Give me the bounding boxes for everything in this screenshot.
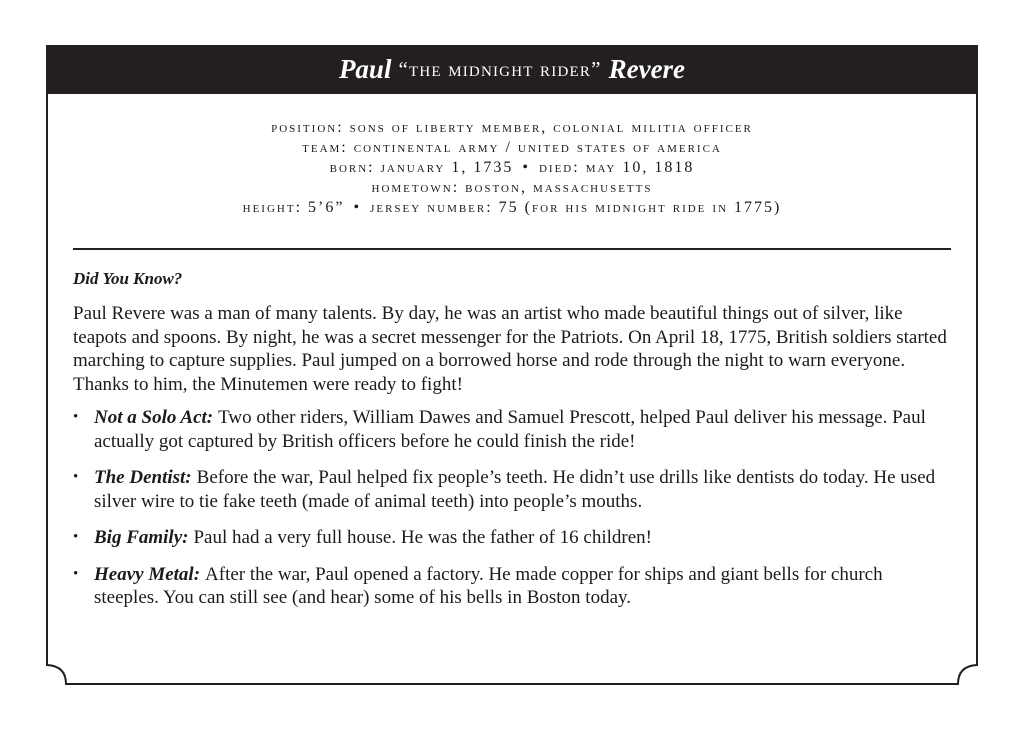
stats-block — [46, 118, 978, 218]
fact-item — [73, 563, 951, 610]
nickname — [398, 57, 601, 82]
fact-title: Big Family: — [94, 527, 189, 548]
stat-team: team: continental army / united states of america — [302, 139, 722, 156]
bullet-icon: • — [73, 529, 79, 545]
did-you-know-heading: Did You Know? — [73, 269, 183, 288]
trading-card — [46, 45, 978, 685]
nickname-close-quote: ” — [591, 57, 602, 81]
bullet-icon: • — [73, 565, 79, 582]
fact-item — [73, 466, 951, 513]
fact-item — [73, 526, 951, 550]
fact-item — [73, 406, 951, 453]
nickname-text: the midnight rider — [408, 57, 592, 81]
stat-born-died — [46, 158, 978, 178]
first-name: Paul — [338, 54, 392, 84]
stat-position: position: sons of liberty member, colonial militia officer — [271, 119, 753, 136]
stat-died: died: may 10, 1818 — [538, 159, 695, 176]
fact-text: After the war, Paul opened a factory. He made copper for ships and giant bells for church steeples. You can still see (and hear) some of his bells in Boston today. — [94, 563, 883, 608]
fact-title: Heavy Metal: — [94, 563, 201, 585]
fact-text: Paul had a very full house. He was the father of 16 children! — [193, 527, 652, 548]
last-name: Revere — [608, 54, 686, 84]
stat-jersey: jersey number: 75 (for his midnight ride in 1775) — [370, 199, 782, 216]
stat-born: born: january 1, 1735 — [329, 159, 514, 176]
stat-separator: • — [522, 159, 530, 176]
fact-text: Before the war, Paul helped fix people’s teeth. He didn’t use drills like dentists do today. He used silver wire to tie fake teeth (made of animal teeth) into people’s mouths. — [94, 467, 936, 512]
intro-paragraph: Paul Revere was a man of many talents. By day, he was an artist who made beautiful things out of silver, like teapots and spoons. By night, he was a secret messenger for the Patriots. On April 18, 1775, British soldiers started marching to capture supplies. Paul jumped on a borrowed horse and rode through the night to warn everyone. Thanks to him, the Minutemen were ready to fight! — [73, 303, 947, 395]
fact-title: Not a Solo Act: — [94, 407, 214, 428]
did-you-know-section — [73, 265, 951, 623]
fact-title: The Dentist: — [94, 467, 192, 488]
stat-hometown: hometown: boston, massachusetts — [371, 179, 653, 196]
stat-height-jersey — [46, 198, 978, 218]
section-divider — [73, 248, 951, 250]
stat-height: height: 5’6” — [242, 199, 345, 216]
bullet-icon: • — [73, 469, 79, 485]
fact-list — [73, 406, 951, 610]
bullet-icon: • — [73, 409, 79, 425]
card-header — [46, 45, 978, 94]
fact-text: Two other riders, William Dawes and Samuel Prescott, helped Paul deliver his message. Paul actually got captured by British officers before he could finish the ride! — [94, 407, 926, 452]
stat-separator: • — [353, 199, 362, 216]
nickname-open-quote: “ — [398, 57, 409, 81]
